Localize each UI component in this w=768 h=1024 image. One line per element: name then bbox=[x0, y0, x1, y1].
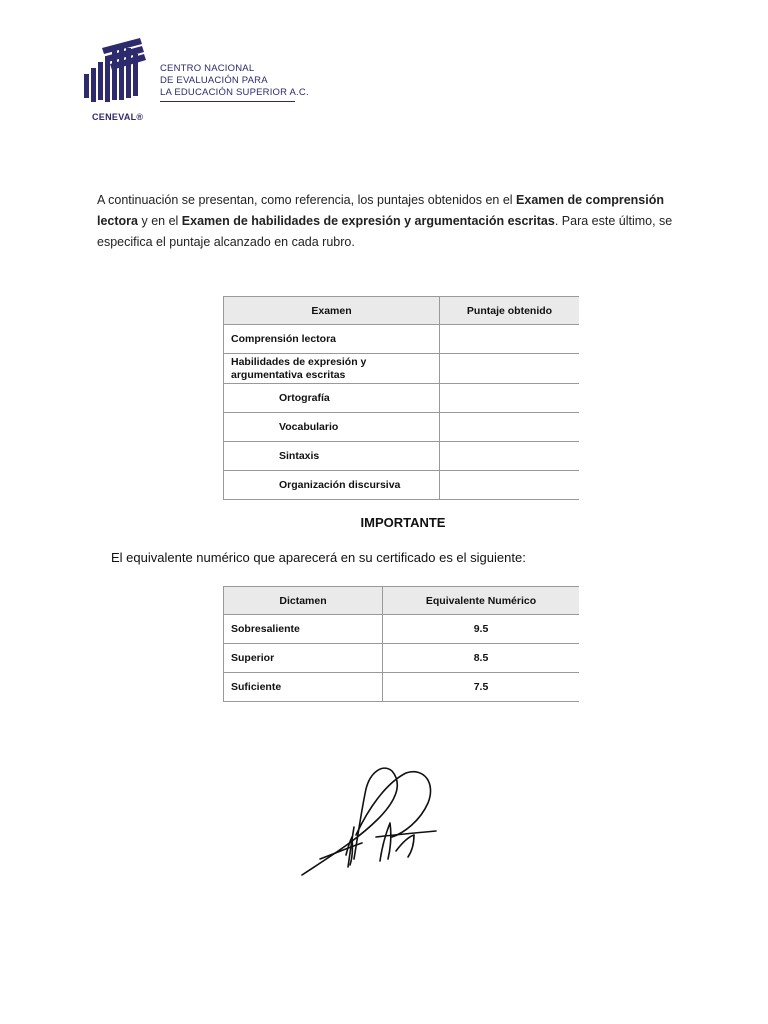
table-row bbox=[224, 644, 580, 673]
org-line-1: CENTRO NACIONAL bbox=[160, 63, 255, 74]
exam-score bbox=[440, 442, 580, 471]
verdict: Suficiente bbox=[224, 673, 383, 702]
intro-paragraph bbox=[97, 190, 677, 253]
exam-name: Sintaxis bbox=[224, 442, 440, 471]
verdict: Sobresaliente bbox=[224, 615, 383, 644]
org-underline bbox=[160, 101, 295, 102]
exam-score bbox=[440, 354, 580, 384]
ceneval-logo-mark bbox=[80, 34, 160, 114]
scores-header-row bbox=[224, 297, 580, 325]
table-row bbox=[224, 413, 580, 442]
table-row bbox=[224, 673, 580, 702]
signature bbox=[296, 763, 456, 881]
exam-name: Habilidades de expresión y argumentativa escritas bbox=[224, 354, 440, 384]
header-value: Equivalente Numérico bbox=[383, 587, 580, 615]
exam-name: Comprensión lectora bbox=[224, 325, 440, 354]
scores-table bbox=[223, 296, 579, 500]
exam-score bbox=[440, 325, 580, 354]
exam-score bbox=[440, 413, 580, 442]
org-line-2: DE EVALUACIÓN PARA bbox=[160, 75, 268, 86]
intro-text-1: A continuación se presentan, como referencia, los puntajes obtenidos en el bbox=[97, 193, 517, 207]
table-row bbox=[224, 615, 580, 644]
intro-bold-2: Examen de habilidades de expresión y argumentación escritas bbox=[181, 214, 555, 228]
numeric-value: 7.5 bbox=[383, 673, 580, 702]
important-heading: IMPORTANTE bbox=[360, 515, 446, 530]
equivalence-header-row bbox=[224, 587, 580, 615]
header-exam: Examen bbox=[224, 297, 440, 325]
intro-text-2: y en el bbox=[138, 214, 182, 228]
table-row bbox=[224, 442, 580, 471]
header-score: Puntaje obtenido bbox=[440, 297, 580, 325]
verdict: Superior bbox=[224, 644, 383, 673]
header-verdict: Dictamen bbox=[224, 587, 383, 615]
exam-name: Ortografía bbox=[224, 384, 440, 413]
org-line-3: LA EDUCACIÓN SUPERIOR A.C. bbox=[160, 87, 309, 98]
ceneval-logo bbox=[80, 34, 310, 126]
intro-text-3: . Para este último, se especifica el puntaje alcanzado en cada rubro. bbox=[97, 214, 673, 249]
numeric-value: 8.5 bbox=[383, 644, 580, 673]
table-row bbox=[224, 471, 580, 500]
numeric-value: 9.5 bbox=[383, 615, 580, 644]
table-row bbox=[224, 325, 580, 354]
brand-name: CENEVAL® bbox=[92, 112, 144, 122]
table-row bbox=[224, 384, 580, 413]
exam-name: Organización discursiva bbox=[224, 471, 440, 500]
equivalence-table bbox=[223, 586, 579, 702]
intro-bold-1: Examen de comprensión lectora bbox=[97, 193, 664, 228]
exam-score bbox=[440, 384, 580, 413]
table-row bbox=[224, 354, 580, 384]
exam-name: Vocabulario bbox=[224, 413, 440, 442]
exam-score bbox=[440, 471, 580, 500]
equivalence-text: El equivalente numérico que aparecerá en su certificado es el siguiente: bbox=[111, 550, 526, 565]
organization-name bbox=[160, 63, 309, 99]
